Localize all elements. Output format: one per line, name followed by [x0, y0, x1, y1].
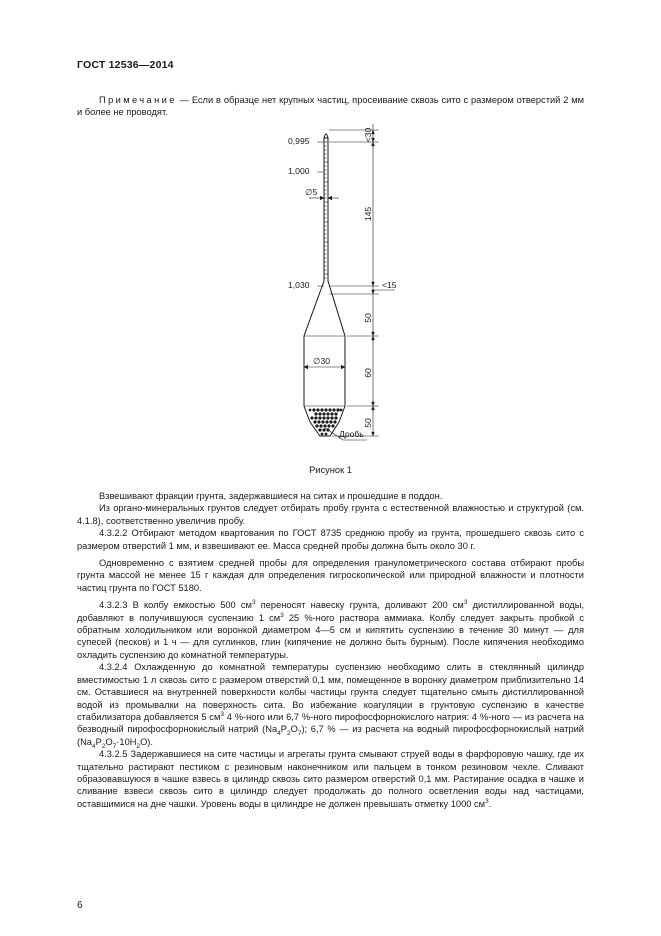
hydrometer-outline — [304, 138, 345, 436]
paragraph-7: 4.3.2.5 Задержавшиеся на сите частицы и агрегаты грунта смывают струей воды в фарфоровую чашку, где их тщательно растирают пестиком с резиновым наконечником или пальцем в тонком резиновом чехле. Сливают образовавшуюся в чашке взвесь в цилиндр сквозь сито размером отверстий 0,1 мм. Растирание осадка в чашке и сливание взвеси сквозь сито в цилиндр следует продолжать до полного осветления воды над частицами, оставшимися на дне чашки. Уровень воды в цилиндре не должен превышать отметку 1000 $см^3$. — [77, 749, 584, 809]
paragraph-1: Взвешивают фракции грунта, задержавшиеся на ситах и прошедшие в поддон. — [99, 491, 443, 501]
dim-cone-label: 50 — [363, 313, 373, 323]
hydrometer-figure — [287, 118, 417, 448]
scale-label-0995: 0,995 — [288, 136, 310, 146]
dim-bottom-label: 50 — [363, 418, 373, 428]
dim-top-label: <30 — [363, 127, 373, 143]
paragraph-2: Из органо-минеральных грунтов следует отбирать пробу грунта с естественной влажностью и структурой (см. 4.1.8), соответственно увеличив пробу. — [77, 503, 584, 526]
figure-caption: Рисунок 1 — [309, 465, 352, 475]
scale-label-1030: 1,030 — [288, 280, 310, 290]
note-text: — Если в образце нет крупных частиц, просеивание сквозь сито с размером отверстий 2 мм и более не проводят. — [77, 95, 584, 118]
diameter-top-label: ∅5 — [305, 187, 318, 197]
paragraph-3: 4.3.2.2 Отбирают методом квартования по ГОСТ 8735 среднюю пробу из грунта, прошедшего сквозь сито с размером отверстий 1 мм, и взвешивают ее. Масса средней пробы должна быть около 30 г. — [77, 528, 584, 551]
dim-bulb-label: 60 — [363, 368, 373, 378]
document-header: ГОСТ 12536—2014 — [77, 59, 174, 71]
paragraph-5: 4.3.2.3 В колбу емкостью 500 $см^3$ переносят навеску грунта, доливают 200 $см^3$ дистиллированной воды, добавляют в получившуюся суспензию 1 $см^3$ 25 %-ного раствора аммиака. Колбу следует закрыть пробкой с обратным холодильником или воронкой диаметром 4—5 см и кипятить суспензию в течение 30 минут — для супесей (песков) и 1 ч — для суглинков, глин (кипячение не должно быть бурным). После кипячения необходимо охладить суспензию до комнатной температуры. — [77, 599, 585, 660]
paragraph-4: Одновременно с взятием средней пробы для определения гранулометрического состава отбирают пробы грунта массой не менее 15 г каждая для определения гигроскопической или природной влажности и плотности частиц грунта по ГОСТ 5180. — [77, 558, 584, 593]
body-text — [77, 490, 584, 810]
lead-shot-dots — [309, 408, 343, 435]
note-label: Примечание — [99, 95, 177, 105]
dim-neck-label: <15 — [382, 280, 397, 290]
scale-ticks — [324, 142, 328, 278]
lead-shot-label: Дробь — [339, 429, 364, 439]
scale-label-1000: 1,000 — [288, 166, 310, 176]
dim-stem-label: 145 — [363, 206, 373, 222]
page-number: 6 — [77, 900, 83, 911]
figure-note — [77, 94, 584, 119]
diameter-bulb-label: ∅30 — [313, 356, 331, 366]
paragraph-6: 4.3.2.4 Охлажденную до комнатной температуры суспензию необходимо слить в стеклянный цилиндр вместимостью 1 л сквозь сито с размером отверстий 0,1 мм, помещенное в воронку диаметром приблизительно 14 см. Оставшиеся на внутренней поверхности колбы частицы грунта следует тщательно смыть дистиллированной водой из промывалки на поверхность сита. Во избежание коагуляции в грунтовую суспензию в качестве стабилизатора добавляется 5 $см^3$ 4 %-ного или 6,7 %-ного пирофосфорнокислого натрия: 4 %-ного — из расчета на безводный пирофосфорнокислый натрий $(Na_4P_2O_7)$; 6,7 % — из расчета на водный пирофосфорнокислый натрий $(Na_4P_2O_7\cdot 10H_2O)$. — [77, 662, 585, 750]
